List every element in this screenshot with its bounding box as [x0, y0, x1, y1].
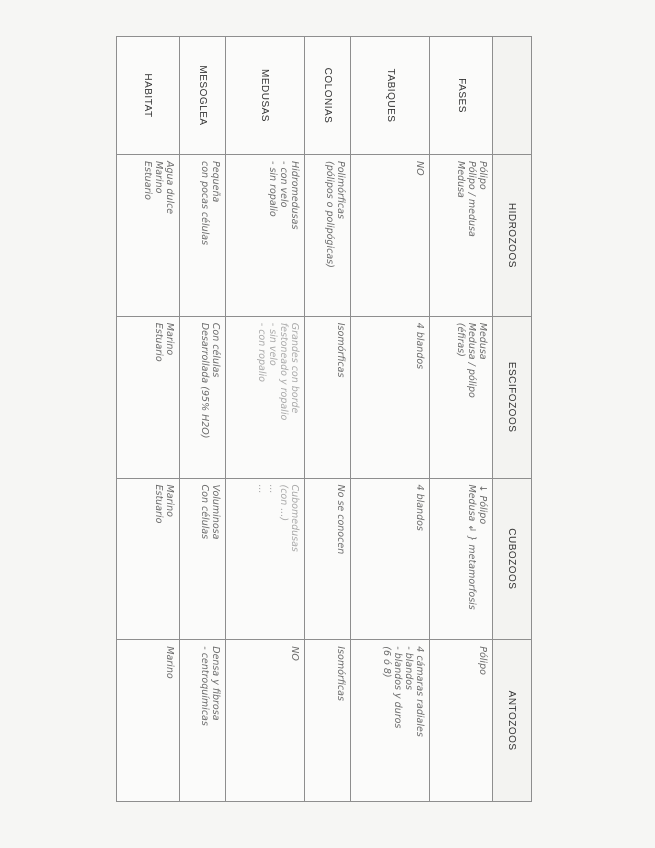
- cell-text-line: 4 blandos: [414, 484, 426, 531]
- cell-text-line: Marino: [152, 161, 164, 194]
- cell-text-line: - centroquímicas: [198, 646, 210, 726]
- cell-text-line: Densa y fibrosa: [209, 646, 221, 721]
- cell-mesoglea-antozoos: [179, 640, 225, 802]
- cell-text-line: 4 blandos: [414, 322, 426, 370]
- cell-text-line: Agua dulce: [163, 161, 175, 215]
- cell-text-line: Grandes con borde: [289, 322, 301, 414]
- column-header-escifozoos: ESCIFOZOOS: [493, 316, 532, 478]
- cell-mesoglea-cubozoos: [179, 478, 225, 640]
- table-row: [117, 37, 180, 802]
- table-row: [430, 37, 493, 802]
- table-row: [351, 37, 430, 802]
- cell-tabiques-escifozoos: [351, 316, 430, 478]
- row-header-fases: FASES: [430, 37, 493, 155]
- cell-habitat-cubozoos: [117, 478, 180, 640]
- cell-tabiques-hidrozoos: [351, 155, 430, 317]
- row-header-habitat: HABITAT: [117, 37, 180, 155]
- row-header-tabiques: TABIQUES: [351, 37, 430, 155]
- cell-text-line: - blandos y duros: [392, 646, 404, 729]
- cell-text-line: ↓ Pólipo: [477, 484, 488, 525]
- cell-text-line: Marino: [163, 322, 175, 356]
- cell-text-line: Estuario: [141, 161, 153, 200]
- cell-text-line: Polimórficas: [335, 161, 347, 219]
- cell-fases-antozoos: [430, 640, 493, 802]
- table-row: [305, 37, 351, 802]
- cell-text-line: Pequeña: [209, 161, 221, 203]
- cell-text-line: Isomórficas: [335, 646, 347, 701]
- cell-text-line: Medusa / pólipo: [466, 322, 477, 398]
- cell-text-line: 4 cámaras radiales: [414, 646, 426, 737]
- rotated-table-container: [116, 36, 532, 802]
- cell-text-line: con pocas células: [198, 161, 210, 246]
- cell-habitat-hidrozoos: [117, 155, 180, 317]
- cell-text-line: Marino: [163, 484, 175, 517]
- cell-text-line: (pólipos o polipógicas): [324, 161, 336, 268]
- cell-habitat-escifozoos: [117, 316, 180, 478]
- cell-tabiques-cubozoos: [351, 478, 430, 640]
- cell-colonias-escifozoos: [305, 316, 351, 478]
- cell-text-line: No se conocen: [335, 484, 347, 555]
- cell-text-line: - con velo: [278, 161, 290, 208]
- cell-text-line: Medusa: [477, 322, 488, 360]
- cell-fases-escifozoos: [430, 316, 493, 478]
- cell-text-line: Pólipo: [477, 646, 488, 675]
- cell-text-line: Desarrollada (95% H2O): [198, 322, 210, 439]
- cell-text-line: Con células: [198, 484, 210, 540]
- cell-text-line: ...: [267, 484, 279, 494]
- cell-text-line: - sin ropalio: [267, 161, 279, 217]
- cell-text-line: Isomórficas: [335, 322, 347, 378]
- table-body: [117, 37, 493, 802]
- cell-text-line: Medusa: [455, 161, 466, 198]
- cell-colonias-cubozoos: [305, 478, 351, 640]
- row-header-mesoglea: MESOGLEA: [179, 37, 225, 155]
- row-header-medusas: MEDUSAS: [225, 37, 304, 155]
- cell-text-line: Pólipo / medusa: [466, 161, 477, 237]
- cell-text-line: Marino: [163, 646, 175, 679]
- column-header-antozoos: ANTOZOOS: [493, 640, 532, 802]
- cell-text-line: Pólipo: [477, 161, 488, 190]
- cell-text-line: Estuario: [152, 484, 164, 524]
- cell-tabiques-antozoos: [351, 640, 430, 802]
- cell-text-line: Voluminosa: [209, 484, 221, 540]
- cell-text-line: (6 ó 8): [381, 646, 393, 678]
- cell-text-line: Con células: [209, 322, 221, 378]
- cell-text-line: ...: [256, 484, 268, 494]
- cell-text-line: NO: [414, 161, 426, 176]
- cell-text-line: - sin velo: [267, 322, 279, 366]
- cell-text-line: - blandos: [403, 646, 415, 691]
- cell-text-line: Hidromedusas: [289, 161, 301, 230]
- row-header-colonias: COLONIAS: [305, 37, 351, 155]
- cell-habitat-antozoos: [117, 640, 180, 802]
- cell-text-line: festoneado y ropalio: [278, 322, 290, 421]
- cell-mesoglea-escifozoos: [179, 316, 225, 478]
- cell-fases-cubozoos: [430, 478, 493, 640]
- column-header-cubozoos: CUBOZOOS: [493, 478, 532, 640]
- cell-medusas-cubozoos: [225, 478, 304, 640]
- table-row: [225, 37, 304, 802]
- cell-fases-hidrozoos: [430, 155, 493, 317]
- table-header-row: [493, 37, 532, 802]
- table-row: [179, 37, 225, 802]
- column-header-hidrozoos: HIDROZOOS: [493, 155, 532, 317]
- comparison-table: [116, 36, 532, 802]
- cell-text-line: Medusa ↲ } metamorfosis: [466, 484, 477, 610]
- cell-colonias-hidrozoos: [305, 155, 351, 317]
- cell-text-line: Cubomedusas: [289, 484, 301, 552]
- corner-header: [493, 37, 532, 155]
- cell-text-line: Estuario: [152, 322, 164, 362]
- cell-text-line: NO: [289, 646, 301, 661]
- cell-text-line: (éfiras): [455, 322, 466, 357]
- cell-colonias-antozoos: [305, 640, 351, 802]
- cell-text-line: - con ropalio: [256, 322, 268, 382]
- cell-mesoglea-hidrozoos: [179, 155, 225, 317]
- cell-medusas-hidrozoos: [225, 155, 304, 317]
- cell-text-line: (con ...): [278, 484, 290, 522]
- cell-medusas-antozoos: [225, 640, 304, 802]
- cell-medusas-escifozoos: [225, 316, 304, 478]
